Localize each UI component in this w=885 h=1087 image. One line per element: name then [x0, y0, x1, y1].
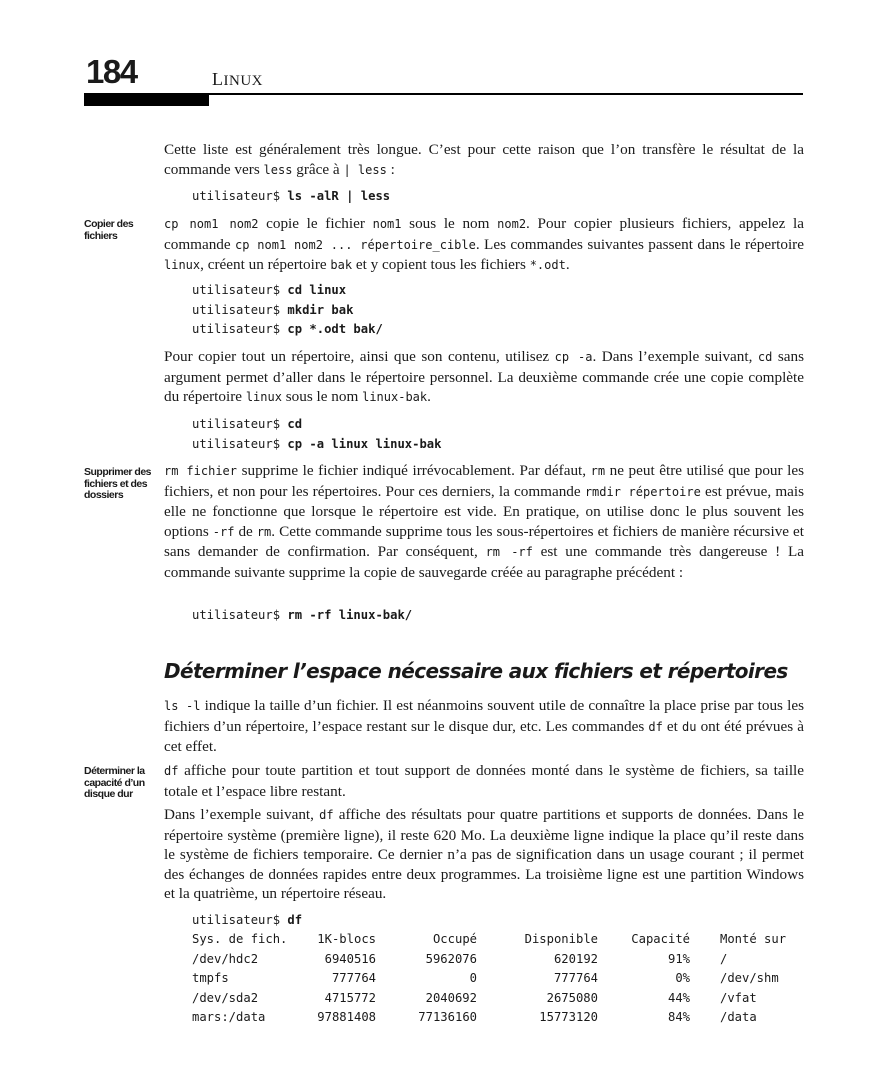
- paragraph-intro: Cette liste est généralement très longue. C’est pour cette raison que l’on transfère le résultat de la commande vers less grâce à | less :: [164, 141, 804, 178]
- table-row: tmpfs 777764 0 777764 0% /dev/shm: [192, 971, 779, 985]
- paragraph-rm: rm fichier supprime le fichier indiqué irrévocablement. Par défaut, rm ne peut être utilisé que pour les fichiers, et non pour les répertoires. Pour ces derniers, la commande rmdir répertoire est prévue, mais elle ne fonctionne que lorsque le répertoire est vide. En pratique, on utilise donc le plus souvent les options -rf de rm. Cette commande supprime tous les sous-répertoires et fichiers de manière récursive et sans demander de confirmation. Par conséquent, rm -rf est une commande très dangereuse ! La commande suivante supprime la copie de sauvegarde créée au paragraphe précédent :: [164, 462, 805, 581]
- command-block-rm: utilisateur$ rm -rf linux-bak/: [192, 608, 413, 622]
- paragraph-cp-a: Pour copier tout un répertoire, ainsi que son contenu, utilisez cp -a. Dans l’exemple suivant, cd sans argument permet d’aller dans le répertoire personnel. La deuxième commande crée une copie complète du répertoire linux sous le nom linux-bak.: [164, 348, 804, 405]
- command-block-df: utilisateur$ df: [192, 913, 303, 927]
- paragraph-df: df affiche pour toute partition et tout support de données monté dans le système de fichiers, sa taille totale et l’espace libre restant.: [164, 762, 804, 800]
- table-row: /dev/sda2 4715772 2040692 2675080 44% /vfat: [192, 990, 757, 1005]
- section-heading: Déterminer l’espace nécessaire aux fichiers et répertoires: [164, 659, 788, 683]
- paragraph-df-example: Dans l’exemple suivant, df affiche des résultats pour quatre partitions et supports de données. Dans le répertoire système (première ligne), il reste 620 Mo. La deuxième ligne indique la place qu’il reste dans le système de fichiers temporaire. Ce dernier n’a pas de signification dans un usage courant ; il permet des échanges de données rapides entre deux programmes. La troisième ligne est une partition Windows et la quatrième, un répertoire réseau.: [164, 806, 804, 902]
- header-block: [84, 95, 209, 106]
- page-number: 184: [86, 53, 137, 90]
- command-block-copy: utilisateur$ cd linux utilisateur$ mkdir bak utilisateur$ cp *.odt bak/: [192, 283, 383, 336]
- table-row: mars:/data 97881408 77136160 15773120 84% /data: [192, 1010, 757, 1024]
- paragraph-ls-l: ls -l indique la taille d’un fichier. Il est néanmoins souvent utile de connaître la place prise par tous les fichiers d’un répertoire, l’espace restant sur le disque dur, etc. Les commandes df et du ont été prévues à cet effet.: [164, 697, 804, 755]
- margin-note-copy: Copier des fichiers: [84, 218, 134, 242]
- paragraph-cp: cp nom1 nom2 copie le fichier nom1 sous le nom nom2. Pour copier plusieurs fichiers, appelez la commande cp nom1 nom2 ... répertoire_cible. Les commandes suivantes passent dans le répertoire linux, créent un répertoire bak et y copient tous les fichiers *.odt.: [164, 215, 804, 273]
- margin-note-capacity: Déterminer la capacité d’un disque dur: [84, 765, 145, 800]
- running-header: LINUX: [212, 69, 263, 89]
- command-block-ls: utilisateur$ ls -alR | less: [192, 189, 391, 203]
- margin-note-delete: Supprimer des fichiers et des dossiers: [84, 466, 152, 501]
- table-header-row: Sys. de fich. 1K-blocs Occupé Disponible Capacité Monté sur: [192, 932, 787, 946]
- table-row: /dev/hdc2 6940516 5962076 620192 91% /: [192, 951, 728, 966]
- command-block-cp-a: utilisateur$ cd utilisateur$ cp -a linux linux-bak: [192, 417, 442, 451]
- df-output-table: [192, 930, 786, 1028]
